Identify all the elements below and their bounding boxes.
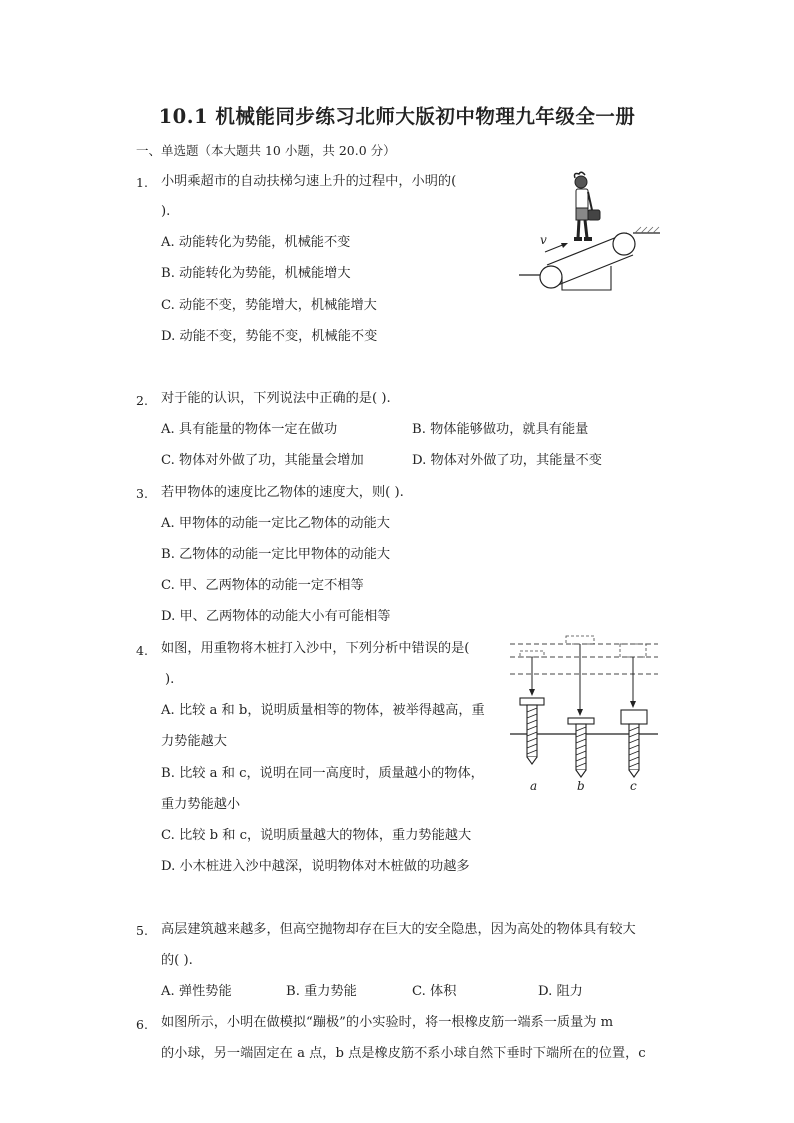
q3-option-d: D. 甲、乙两物体的动能大小有可能相等 [161, 609, 391, 624]
pile-driving-figure [508, 632, 660, 798]
q4-option-b: B. 比较 a 和 c，说明在同一高度时，质量越小的物体， [161, 766, 484, 781]
q2-option-a: A. 具有能量的物体一定在做功 [161, 422, 338, 437]
q5-option-c: C. 体积 [412, 984, 457, 999]
q6-stem-line2: 的小球，另一端固定在 a 点，b 点是橡皮筋不系小球自然下垂时下端所在的位置，c [161, 1046, 646, 1061]
q5-stem-line2: 的( ). [161, 953, 193, 968]
q2-stem: 对于能的认识，下列说法中正确的是( ). [161, 391, 391, 406]
q4-option-d: D. 小木桩进入沙中越深，说明物体对木桩做的功越多 [161, 859, 470, 874]
q1-option-d: D. 动能不变，势能不变，机械能不变 [161, 329, 378, 344]
q6-stem-line1: 如图所示，小明在做模拟“蹦极”的小实验时，将一根橡皮筋一端系一质量为 m [161, 1015, 614, 1030]
q3-option-a: A. 甲物体的动能一定比乙物体的动能大 [161, 516, 390, 531]
q3-number: 3. [136, 486, 148, 501]
velocity-label: v [540, 233, 547, 247]
q3-option-b: B. 乙物体的动能一定比甲物体的动能大 [161, 547, 391, 562]
escalator-figure [515, 170, 665, 298]
q5-stem-line1: 高层建筑越来越多，但高空抛物却存在巨大的安全隐患，因为高处的物体具有较大 [161, 922, 636, 937]
q2-option-b: B. 物体能够做功，就具有能量 [412, 422, 589, 437]
q4-option-b-cont: 重力势能越小 [161, 797, 241, 812]
q3-stem: 若甲物体的速度比乙物体的速度大，则( ). [161, 485, 404, 500]
q4-number: 4. [136, 643, 148, 658]
q6-number: 6. [136, 1017, 148, 1032]
q1-option-a: A. 动能转化为势能，机械能不变 [161, 235, 351, 250]
q1-stem-line1: 小明乘超市的自动扶梯匀速上升的过程中，小明的( [161, 174, 457, 189]
q1-stem-line2: ). [161, 204, 171, 219]
page-title: 10.1 机械能同步练习北师大版初中物理九年级全一册 [158, 105, 636, 128]
q5-option-b: B. 重力势能 [286, 984, 357, 999]
q4-stem-line2: ). [165, 672, 175, 687]
q1-option-c: C. 动能不变，势能增大，机械能增大 [161, 298, 377, 313]
q5-number: 5. [136, 923, 148, 938]
q1-number: 1. [136, 175, 148, 190]
q4-stem-line1: 如图，用重物将木桩打入沙中，下列分析中错误的是( [161, 641, 470, 656]
q2-option-d: D. 物体对外做了功，其能量不变 [412, 453, 602, 468]
q4-option-a: A. 比较 a 和 b，说明质量相等的物体，被举得越高，重 [161, 703, 485, 718]
section-heading: 一、单选题（本大题共 10 小题，共 20.0 分） [136, 143, 396, 158]
q2-number: 2. [136, 393, 148, 408]
q2-option-c: C. 物体对外做了功，其能量会增加 [161, 453, 364, 468]
q4-option-a-cont: 力势能越大 [161, 734, 227, 749]
q1-option-b: B. 动能转化为势能，机械能增大 [161, 266, 351, 281]
pile-label-b: b [577, 779, 585, 793]
pile-label-a: a [530, 779, 538, 793]
q4-option-c: C. 比较 b 和 c，说明质量越大的物体，重力势能越大 [161, 828, 472, 843]
q3-option-c: C. 甲、乙两物体的动能一定不相等 [161, 578, 364, 593]
q5-option-a: A. 弹性势能 [161, 984, 232, 999]
q5-option-d: D. 阻力 [538, 984, 583, 999]
pile-label-c: c [630, 779, 637, 793]
